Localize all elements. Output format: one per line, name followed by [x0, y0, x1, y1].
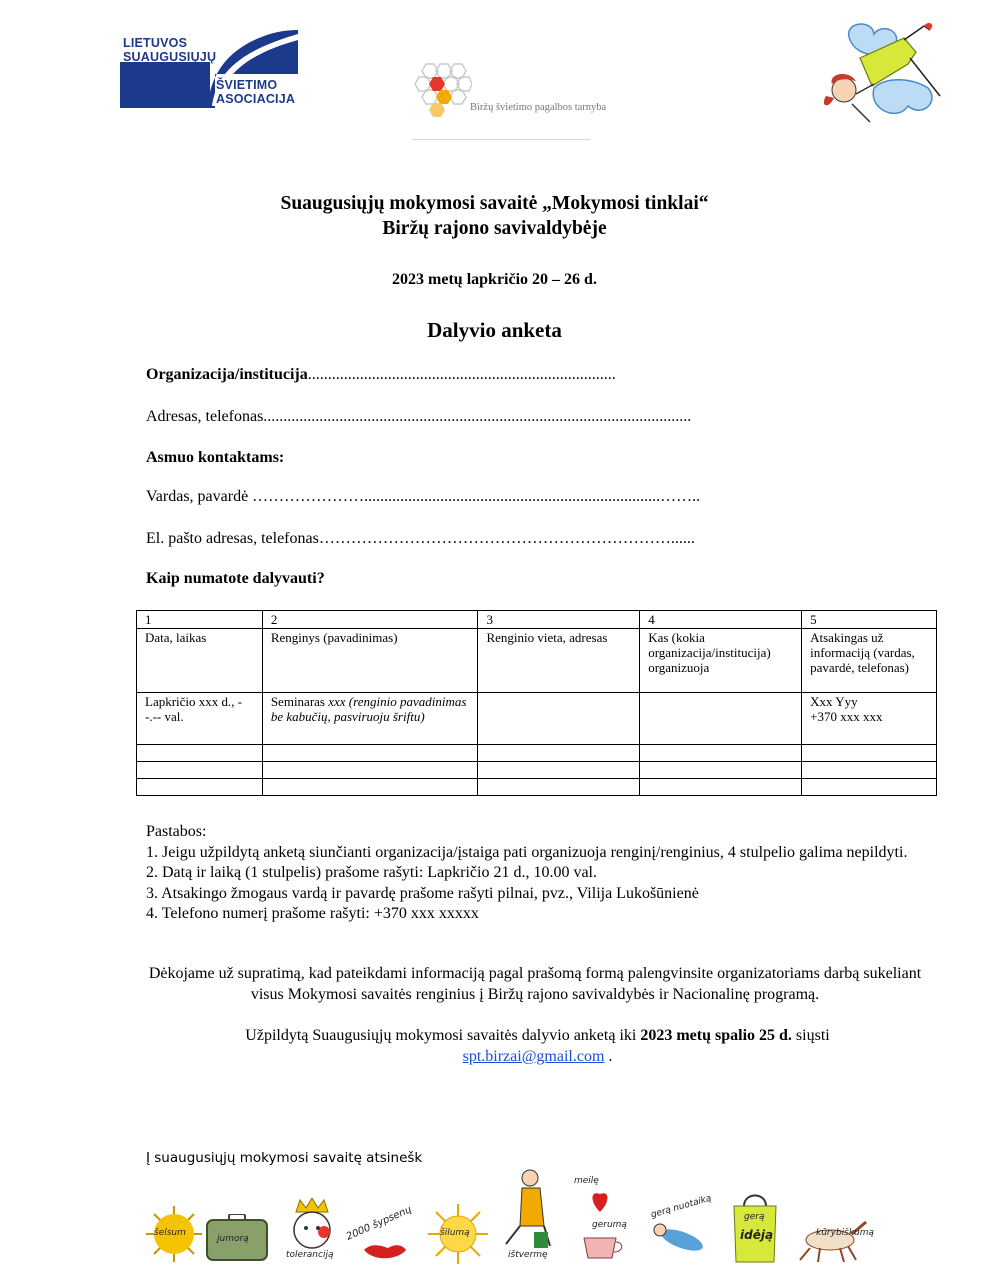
empty-cell[interactable]	[478, 779, 640, 796]
example-responsible-name: Xxx Yyy	[810, 694, 858, 709]
note-item: 3. Atsakingo žmogaus vardą ir pavardę prašome rašyti pilnai, pvz., Vilija Lukošūnienė	[146, 884, 699, 902]
send-instructions	[140, 1026, 935, 1067]
notes-title: Pastabos:	[146, 823, 207, 840]
example-organizer[interactable]	[640, 693, 802, 745]
note-item: 2. Datą ir laiką (1 stulpelis) prašome rašyti: Lapkričio 21 d., 10.00 val.	[146, 864, 597, 881]
example-date[interactable]: Lapkričio xxx d., --.-- val.	[137, 693, 263, 745]
send-suffix: siųsti	[791, 1027, 830, 1044]
header-place: Renginio vieta, adresas	[478, 629, 640, 693]
page-title-line1: Suaugusiųjų mokymosi savaitė „Mokymosi tinklai“	[280, 193, 709, 214]
sticker-label: idėją	[740, 1228, 774, 1242]
header-organizer: Kas (kokia organizacija/institucija) organizuoja	[640, 629, 802, 693]
participation-heading: Kaip numatote dalyvauti?	[146, 570, 325, 587]
address-field[interactable]: Adresas, telefonas...........................................................................................................	[146, 408, 692, 425]
send-deadline: 2023 metų spalio 25 d.	[640, 1027, 792, 1044]
event-dates: 2023 metų lapkričio 20 – 26 d.	[392, 271, 597, 288]
lssa-line4: ASOCIACIJA	[216, 92, 296, 106]
email-field[interactable]: El. pašto adresas, telefonas…………………………………………………………......	[146, 530, 695, 547]
endurance-sticker-icon	[500, 1168, 562, 1264]
empty-cell[interactable]	[137, 745, 263, 762]
sticker-label: kūrybiškumą	[816, 1228, 875, 1238]
header-event: Renginys (pavadinimas)	[262, 629, 478, 693]
note-item: 4. Telefono numerį prašome rašyti: +370 xxx xxxxx	[146, 905, 479, 922]
empty-cell[interactable]	[478, 745, 640, 762]
bspt-logo-text: Biržų švietimo pagalbos tarnyba	[470, 102, 607, 113]
table-row	[137, 762, 937, 779]
column-number: 4	[640, 611, 802, 629]
send-end: .	[604, 1047, 613, 1065]
sticker-label: jumorą	[217, 1234, 249, 1244]
header-responsible: Atsakingas už informaciją (vardas, pavardė, telefonas)	[802, 629, 937, 693]
column-number: 1	[137, 611, 263, 629]
table-row	[137, 779, 937, 796]
column-number: 2	[262, 611, 478, 629]
lssa-line3: ŠVIETIMO	[216, 78, 278, 92]
send-prefix: Užpildytą Suaugusiųjų mokymosi savaitės dalyvio anketą iki	[245, 1027, 641, 1044]
column-number: 5	[802, 611, 937, 629]
header-divider	[412, 139, 590, 140]
empty-cell[interactable]	[137, 762, 263, 779]
organization-label: Organizacija/institucija	[146, 366, 308, 383]
example-event-prefix: Seminaras	[270, 694, 329, 709]
sticker-label: toleranciją	[286, 1250, 334, 1260]
sticker-label: meilę	[574, 1176, 599, 1186]
empty-cell[interactable]	[640, 779, 802, 796]
form-title: Dalyvio anketa	[427, 318, 562, 342]
example-event-italic: xxx (renginio pavadinimas be kabučių, pasviruoju šriftu)	[270, 694, 467, 724]
table-row	[137, 693, 937, 745]
bag-sticker-icon	[730, 1188, 780, 1264]
organization-field[interactable]	[146, 366, 616, 384]
flying-fairy-icon	[812, 18, 947, 130]
lips-sticker-icon	[342, 1206, 422, 1264]
empty-cell[interactable]	[478, 762, 640, 779]
sun-sticker-icon	[428, 1204, 488, 1264]
notes-section	[146, 822, 946, 925]
empty-cell[interactable]	[640, 762, 802, 779]
hedgehog-sticker-icon	[144, 1204, 204, 1264]
empty-cell[interactable]	[137, 779, 263, 796]
sticker-label: šilumą	[440, 1228, 470, 1238]
sticker-label: gerą	[744, 1212, 765, 1222]
table-number-row	[137, 611, 937, 629]
bring-text: Į suaugusiųjų mokymosi savaitę atsinešk	[146, 1150, 423, 1166]
empty-cell[interactable]	[802, 745, 937, 762]
empty-cell[interactable]	[262, 762, 478, 779]
lssa-line1: LIETUVOS	[123, 36, 188, 50]
example-responsible-phone: +370 xxx xxx	[810, 709, 883, 724]
name-field[interactable]: Vardas, pavardė …………………..........................................................................……..	[146, 488, 701, 505]
example-event[interactable]	[262, 693, 478, 745]
table-header-row	[137, 629, 937, 693]
empty-cell[interactable]	[802, 779, 937, 796]
page-title-line2: Biržų rajono savivaldybėje	[382, 218, 607, 239]
empty-cell[interactable]	[262, 745, 478, 762]
note-item: 1. Jeigu užpildytą anketą siunčianti organizacija/įstaiga pati organizuoja renginį/renginius, 4 stulpelio galima nepildyti.	[146, 843, 908, 861]
bspt-logo	[412, 62, 652, 142]
empty-cell[interactable]	[802, 762, 937, 779]
table-row	[137, 745, 937, 762]
lssa-line2: SUAUGUSIŲJŲ	[123, 50, 217, 64]
suitcase-sticker-icon	[205, 1214, 269, 1262]
email-link[interactable]: spt.birzai@gmail.com	[462, 1047, 605, 1065]
honeycomb-icon	[412, 62, 472, 118]
sticker-label: ištvermę	[508, 1250, 548, 1260]
empty-cell[interactable]	[640, 745, 802, 762]
lssa-logo	[120, 28, 300, 110]
example-responsible[interactable]	[802, 693, 937, 745]
horse-sticker-icon	[790, 1214, 875, 1264]
good-mood-sticker-icon	[646, 1193, 716, 1262]
thanks-paragraph: Dėkojame už supratimą, kad pateikdami informaciją pagal prašomą formą palengvinsite organizatoriams darbą sukeliant visus Mokymosi savaitės renginius į Biržų rajono savivaldybės ir Nacionalinę programą.	[148, 965, 922, 1003]
crown-face-sticker-icon	[282, 1198, 342, 1264]
organization-dots: .............................................................................	[307, 366, 616, 383]
empty-cell[interactable]	[262, 779, 478, 796]
sticker-label: 2000 šypsenų	[344, 1204, 414, 1243]
example-place[interactable]	[478, 693, 640, 745]
sticker-label: gerą nuotaiką	[649, 1193, 713, 1221]
participation-table	[136, 610, 937, 796]
column-number: 3	[478, 611, 640, 629]
love-cup-sticker-icon	[566, 1176, 636, 1264]
sticker-label: šelsum	[154, 1228, 186, 1238]
header-date: Data, laikas	[137, 629, 263, 693]
contact-heading: Asmuo kontaktams:	[146, 449, 285, 466]
sticker-label: gerumą	[592, 1220, 627, 1230]
